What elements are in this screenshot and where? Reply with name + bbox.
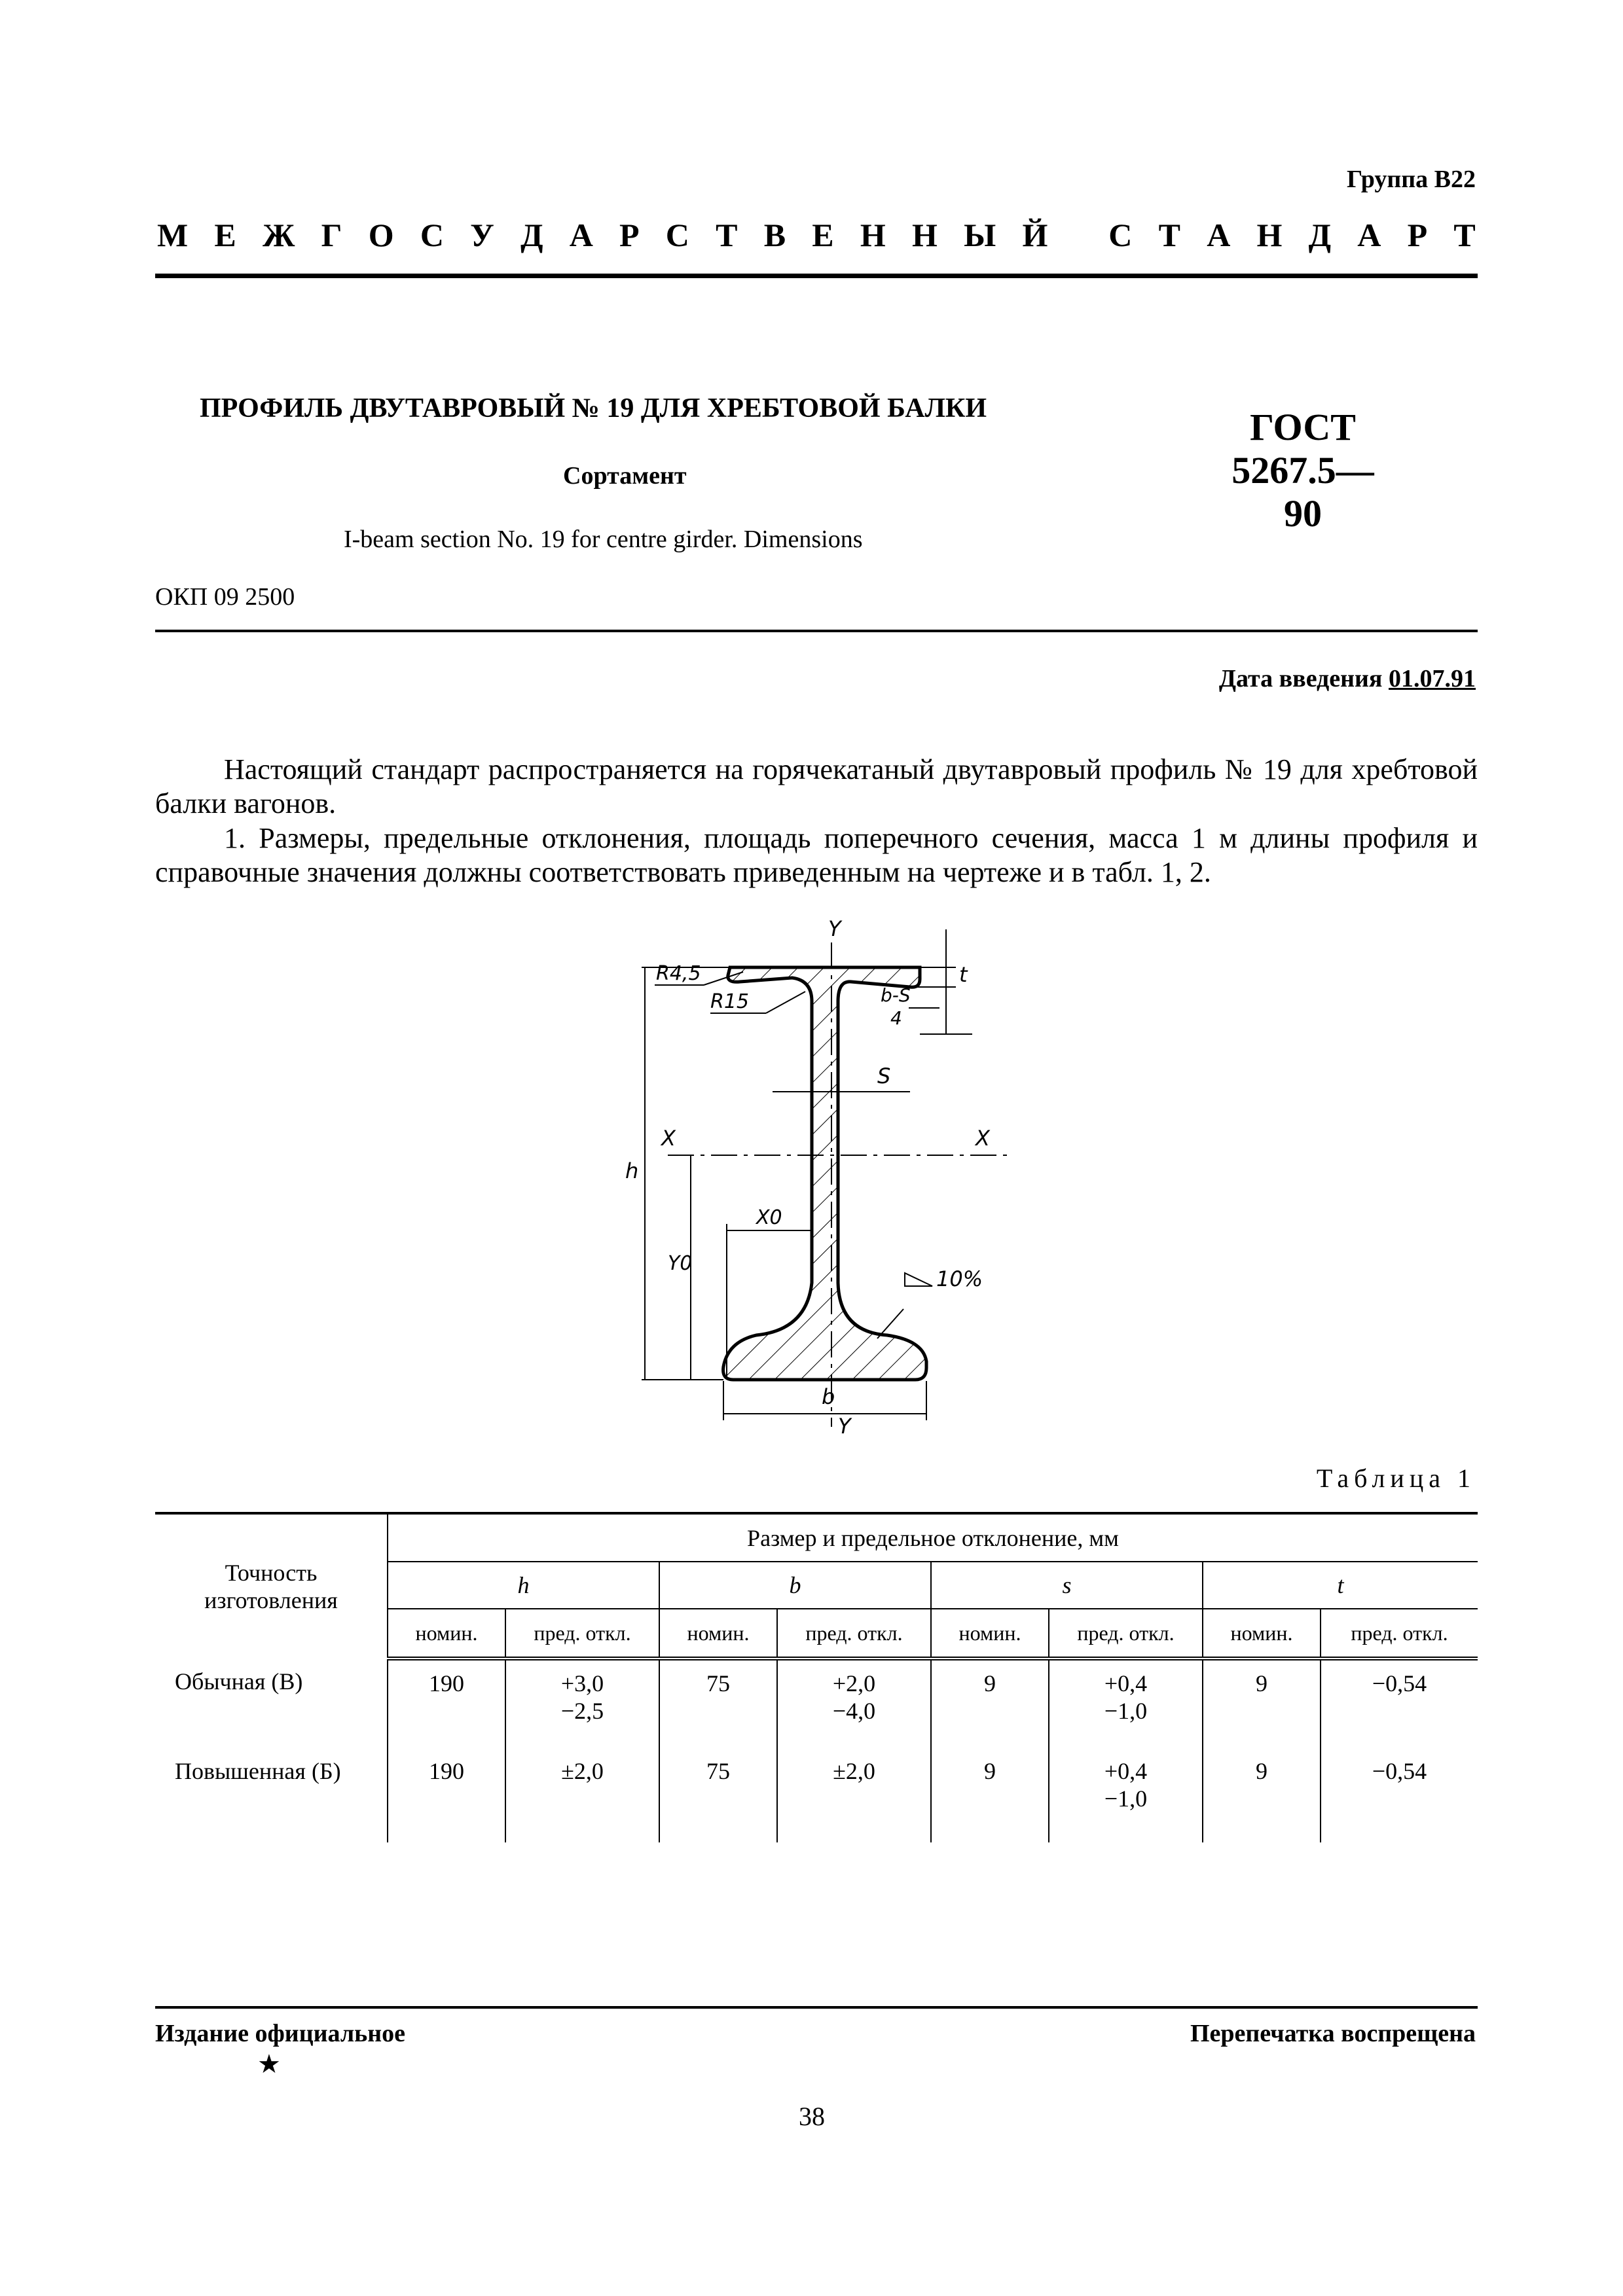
header-s-nom: номин. (931, 1609, 1049, 1659)
table-row (155, 1659, 1478, 1748)
group-code: Группа В22 (1346, 166, 1476, 193)
banner-letter: А (1357, 217, 1381, 253)
banner-letter: Н (911, 217, 938, 253)
banner-letter: М (157, 217, 189, 253)
cell-accuracy: Повышенная (Б) (175, 1758, 341, 1784)
header-h-nom: номин. (388, 1609, 505, 1659)
banner-letter: Н (1256, 217, 1283, 253)
cell-b-dev: +2,0 −4,0 (777, 1659, 931, 1748)
cell-s-dev: +0,4 −1,0 (1049, 1748, 1203, 1842)
label-h: h (625, 1158, 639, 1183)
header-t: t (1203, 1562, 1478, 1609)
cell-s-nom: 9 (931, 1748, 1049, 1842)
label-s: S (877, 1064, 891, 1088)
header-rule (155, 274, 1478, 278)
cell-b-nom: 75 (659, 1748, 777, 1842)
banner-letter: А (1207, 217, 1231, 253)
intro-date-label: Дата введения (1218, 665, 1383, 692)
label-slope: 10% (936, 1266, 983, 1291)
banner-letter: У (470, 217, 494, 253)
label-r45: R4,5 (656, 962, 701, 985)
introduction-date (1219, 664, 1476, 693)
header-h: h (388, 1562, 659, 1609)
header-s: s (931, 1562, 1203, 1609)
header-h-dev: пред. откл. (505, 1609, 659, 1659)
banner-letter: Р (619, 217, 640, 253)
label-y-bottom: Y (838, 1414, 851, 1439)
cell-s-nom: 9 (931, 1659, 1049, 1748)
header-accuracy: Точность изготовления (204, 1560, 338, 1613)
label-r15: R15 (710, 990, 750, 1013)
intro-date-value: 01.07.91 (1389, 665, 1476, 692)
cell-b-nom: 75 (659, 1659, 777, 1748)
star-icon: ★ (257, 2049, 281, 2079)
gost-code (1218, 406, 1388, 535)
footer-rule (155, 2006, 1478, 2009)
banner-letter: Ы (964, 217, 996, 253)
paragraph-scope: Настоящий стандарт распространяется на горячекатаный двутавровый профиль № 19 для хребтовой балки вагонов. (155, 753, 1478, 819)
cell-b-dev: ±2,0 (777, 1748, 931, 1842)
cell-t-dev: −0,54 (1321, 1659, 1478, 1748)
banner-letter: Д (520, 217, 543, 253)
table-row (155, 1748, 1478, 1842)
banner-letter: С (665, 217, 689, 253)
banner-letter: Т (1158, 217, 1180, 253)
slope-symbol (905, 1273, 932, 1286)
table-label: Таблица 1 (1316, 1463, 1476, 1493)
banner-letter: Й (1022, 217, 1048, 253)
reprint-notice: Перепечатка воспрещена (1190, 2020, 1476, 2047)
label-y-top: Y (828, 916, 841, 941)
label-bs-numerator: b-S (881, 984, 911, 1006)
label-y0: Y0 (668, 1252, 693, 1275)
paragraph-requirements: 1. Размеры, предельные отклонения, площадь поперечного сечения, масса 1 м длины профиля и справочные значения должны соответствовать приведенным на чертеже и в табл. 1, 2. (155, 822, 1478, 888)
document-title-en: I-beam section No. 19 for centre girder. Dimensions (344, 526, 863, 553)
okp-code: ОКП 09 2500 (155, 583, 295, 611)
banner-letter: С (1108, 217, 1133, 253)
cell-h-dev: +3,0 −2,5 (505, 1659, 659, 1748)
banner-letter: Р (1407, 217, 1428, 253)
document-title: ПРОФИЛЬ ДВУТАВРОВЫЙ № 19 ДЛЯ ХРЕБТОВОЙ БАЛКИ (200, 393, 987, 423)
cell-t-nom: 9 (1203, 1748, 1321, 1842)
header-t-nom: номин. (1203, 1609, 1321, 1659)
banner-letter: С (420, 217, 444, 253)
label-t: t (959, 962, 968, 987)
label-x-left: X (661, 1126, 676, 1151)
banner-letter: Н (860, 217, 886, 253)
cell-t-dev: −0,54 (1321, 1748, 1478, 1842)
document-subtitle: Сортамент (563, 462, 687, 490)
header-b-dev: пред. откл. (777, 1609, 931, 1659)
dimensions-table (155, 1512, 1478, 1842)
header-b: b (659, 1562, 931, 1609)
banner-letter: Е (812, 217, 834, 253)
cell-h-dev: ±2,0 (505, 1748, 659, 1842)
header-t-dev: пред. откл. (1321, 1609, 1478, 1659)
title-rule (155, 630, 1478, 632)
banner-letter: Е (214, 217, 236, 253)
label-x0: X0 (756, 1206, 782, 1229)
label-x-right: X (976, 1126, 990, 1151)
page-number: 38 (799, 2102, 825, 2131)
banner-letter: Ж (263, 217, 295, 253)
ibeam-drawing (615, 916, 1048, 1440)
gost-number: 5267.5—90 (1231, 449, 1374, 535)
banner-letter: В (763, 217, 786, 253)
banner-letter: Г (321, 217, 342, 253)
cell-h-nom: 190 (388, 1748, 505, 1842)
header-b-nom: номин. (659, 1609, 777, 1659)
label-b: b (822, 1384, 835, 1409)
cell-t-nom: 9 (1203, 1659, 1321, 1748)
cell-s-dev: +0,4 −1,0 (1049, 1659, 1203, 1748)
banner-letter: О (368, 217, 394, 253)
banner-letter: Т (1453, 217, 1476, 253)
banner-letter: Д (1308, 217, 1332, 253)
label-bs-denominator: 4 (890, 1007, 902, 1029)
banner-letter (1074, 216, 1083, 254)
header-s-dev: пред. откл. (1049, 1609, 1203, 1659)
cell-accuracy: Обычная (В) (175, 1668, 303, 1695)
header-group: Размер и предельное отклонение, мм (388, 1513, 1478, 1562)
gost-label: ГОСТ (1250, 406, 1356, 448)
cell-h-nom: 190 (388, 1659, 505, 1748)
official-edition: Издание официальное (155, 2020, 406, 2047)
standard-banner (157, 216, 1476, 254)
banner-letter: Т (716, 217, 738, 253)
banner-letter: А (569, 217, 593, 253)
